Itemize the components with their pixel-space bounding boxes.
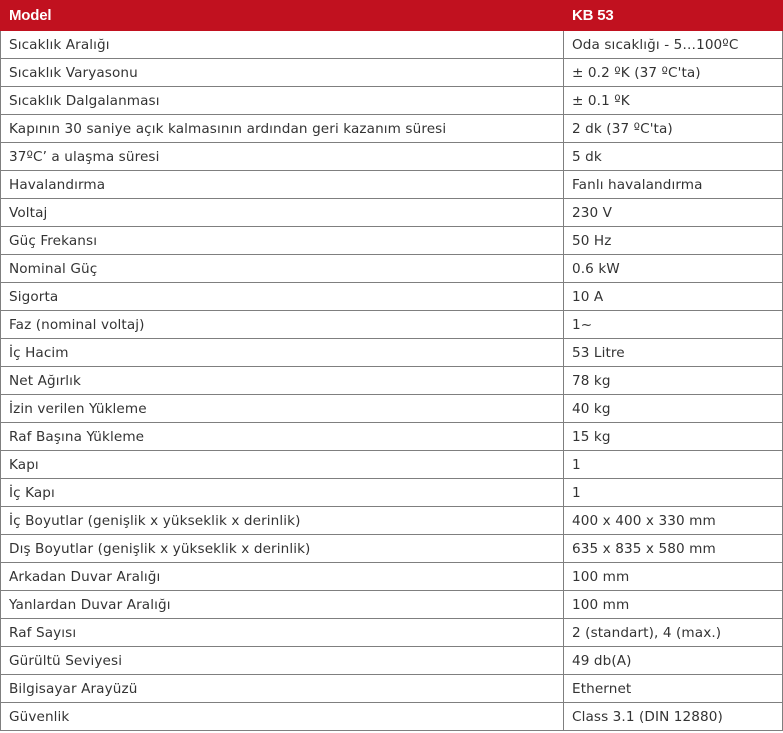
table-row	[1, 479, 783, 507]
spec-value: ± 0.2 ºK (37 ºC'ta)	[564, 59, 783, 87]
table-row	[1, 535, 783, 563]
model-label-header: Model	[1, 1, 564, 31]
spec-label: Havalandırma	[1, 171, 564, 199]
table-row	[1, 311, 783, 339]
spec-value: Ethernet	[564, 675, 783, 703]
spec-value: 635 x 835 x 580 mm	[564, 535, 783, 563]
table-row	[1, 507, 783, 535]
table-row	[1, 115, 783, 143]
spec-value: Class 3.1 (DIN 12880)	[564, 703, 783, 731]
table-row	[1, 563, 783, 591]
spec-value: 400 x 400 x 330 mm	[564, 507, 783, 535]
table-row	[1, 395, 783, 423]
spec-label: Faz (nominal voltaj)	[1, 311, 564, 339]
spec-value: 78 kg	[564, 367, 783, 395]
table-row	[1, 339, 783, 367]
spec-label: İç Hacim	[1, 339, 564, 367]
spec-value: 5 dk	[564, 143, 783, 171]
table-row	[1, 703, 783, 731]
spec-label: 37ºC’ a ulaşma süresi	[1, 143, 564, 171]
spec-value: 1	[564, 479, 783, 507]
spec-value: 0.6 kW	[564, 255, 783, 283]
model-value-header: KB 53	[564, 1, 783, 31]
spec-label: İzin verilen Yükleme	[1, 395, 564, 423]
spec-label: Kapı	[1, 451, 564, 479]
spec-label: Gürültü Seviyesi	[1, 647, 564, 675]
spec-label: Kapının 30 saniye açık kalmasının ardından geri kazanım süresi	[1, 115, 564, 143]
spec-value: 2 (standart), 4 (max.)	[564, 619, 783, 647]
spec-table-body	[1, 31, 783, 731]
spec-label: Güvenlik	[1, 703, 564, 731]
table-row	[1, 591, 783, 619]
spec-label: Sıcaklık Varyasonu	[1, 59, 564, 87]
spec-label: Güç Frekansı	[1, 227, 564, 255]
spec-value: 1~	[564, 311, 783, 339]
spec-label: Sıcaklık Aralığı	[1, 31, 564, 59]
spec-value: 53 Litre	[564, 339, 783, 367]
table-row	[1, 367, 783, 395]
table-row	[1, 31, 783, 59]
spec-label: İç Boyutlar (genişlik x yükseklik x derinlik)	[1, 507, 564, 535]
spec-label: Yanlardan Duvar Aralığı	[1, 591, 564, 619]
spec-value: 15 kg	[564, 423, 783, 451]
spec-label: Arkadan Duvar Aralığı	[1, 563, 564, 591]
table-row	[1, 255, 783, 283]
spec-value: ± 0.1 ºK	[564, 87, 783, 115]
header-row	[1, 1, 783, 31]
spec-label: Sıcaklık Dalgalanması	[1, 87, 564, 115]
spec-label: Bilgisayar Arayüzü	[1, 675, 564, 703]
table-row	[1, 647, 783, 675]
spec-label: Sigorta	[1, 283, 564, 311]
table-row	[1, 227, 783, 255]
spec-label: Nominal Güç	[1, 255, 564, 283]
spec-value: Oda sıcaklığı - 5…100ºC	[564, 31, 783, 59]
table-row	[1, 619, 783, 647]
spec-label: Raf Başına Yükleme	[1, 423, 564, 451]
spec-value: 1	[564, 451, 783, 479]
table-row	[1, 87, 783, 115]
spec-label: Dış Boyutlar (genişlik x yükseklik x derinlik)	[1, 535, 564, 563]
spec-value: 100 mm	[564, 563, 783, 591]
table-row	[1, 59, 783, 87]
table-row	[1, 199, 783, 227]
table-row	[1, 171, 783, 199]
spec-value: 50 Hz	[564, 227, 783, 255]
spec-label: Voltaj	[1, 199, 564, 227]
spec-value: 10 A	[564, 283, 783, 311]
table-row	[1, 143, 783, 171]
table-row	[1, 283, 783, 311]
table-row	[1, 675, 783, 703]
spec-value: 49 db(A)	[564, 647, 783, 675]
spec-value: 230 V	[564, 199, 783, 227]
spec-value: 100 mm	[564, 591, 783, 619]
spec-value: 2 dk (37 ºC'ta)	[564, 115, 783, 143]
table-row	[1, 423, 783, 451]
spec-label: İç Kapı	[1, 479, 564, 507]
spec-label: Raf Sayısı	[1, 619, 564, 647]
spec-table-header	[1, 1, 783, 31]
spec-value: Fanlı havalandırma	[564, 171, 783, 199]
table-row	[1, 451, 783, 479]
spec-label: Net Ağırlık	[1, 367, 564, 395]
spec-value: 40 kg	[564, 395, 783, 423]
